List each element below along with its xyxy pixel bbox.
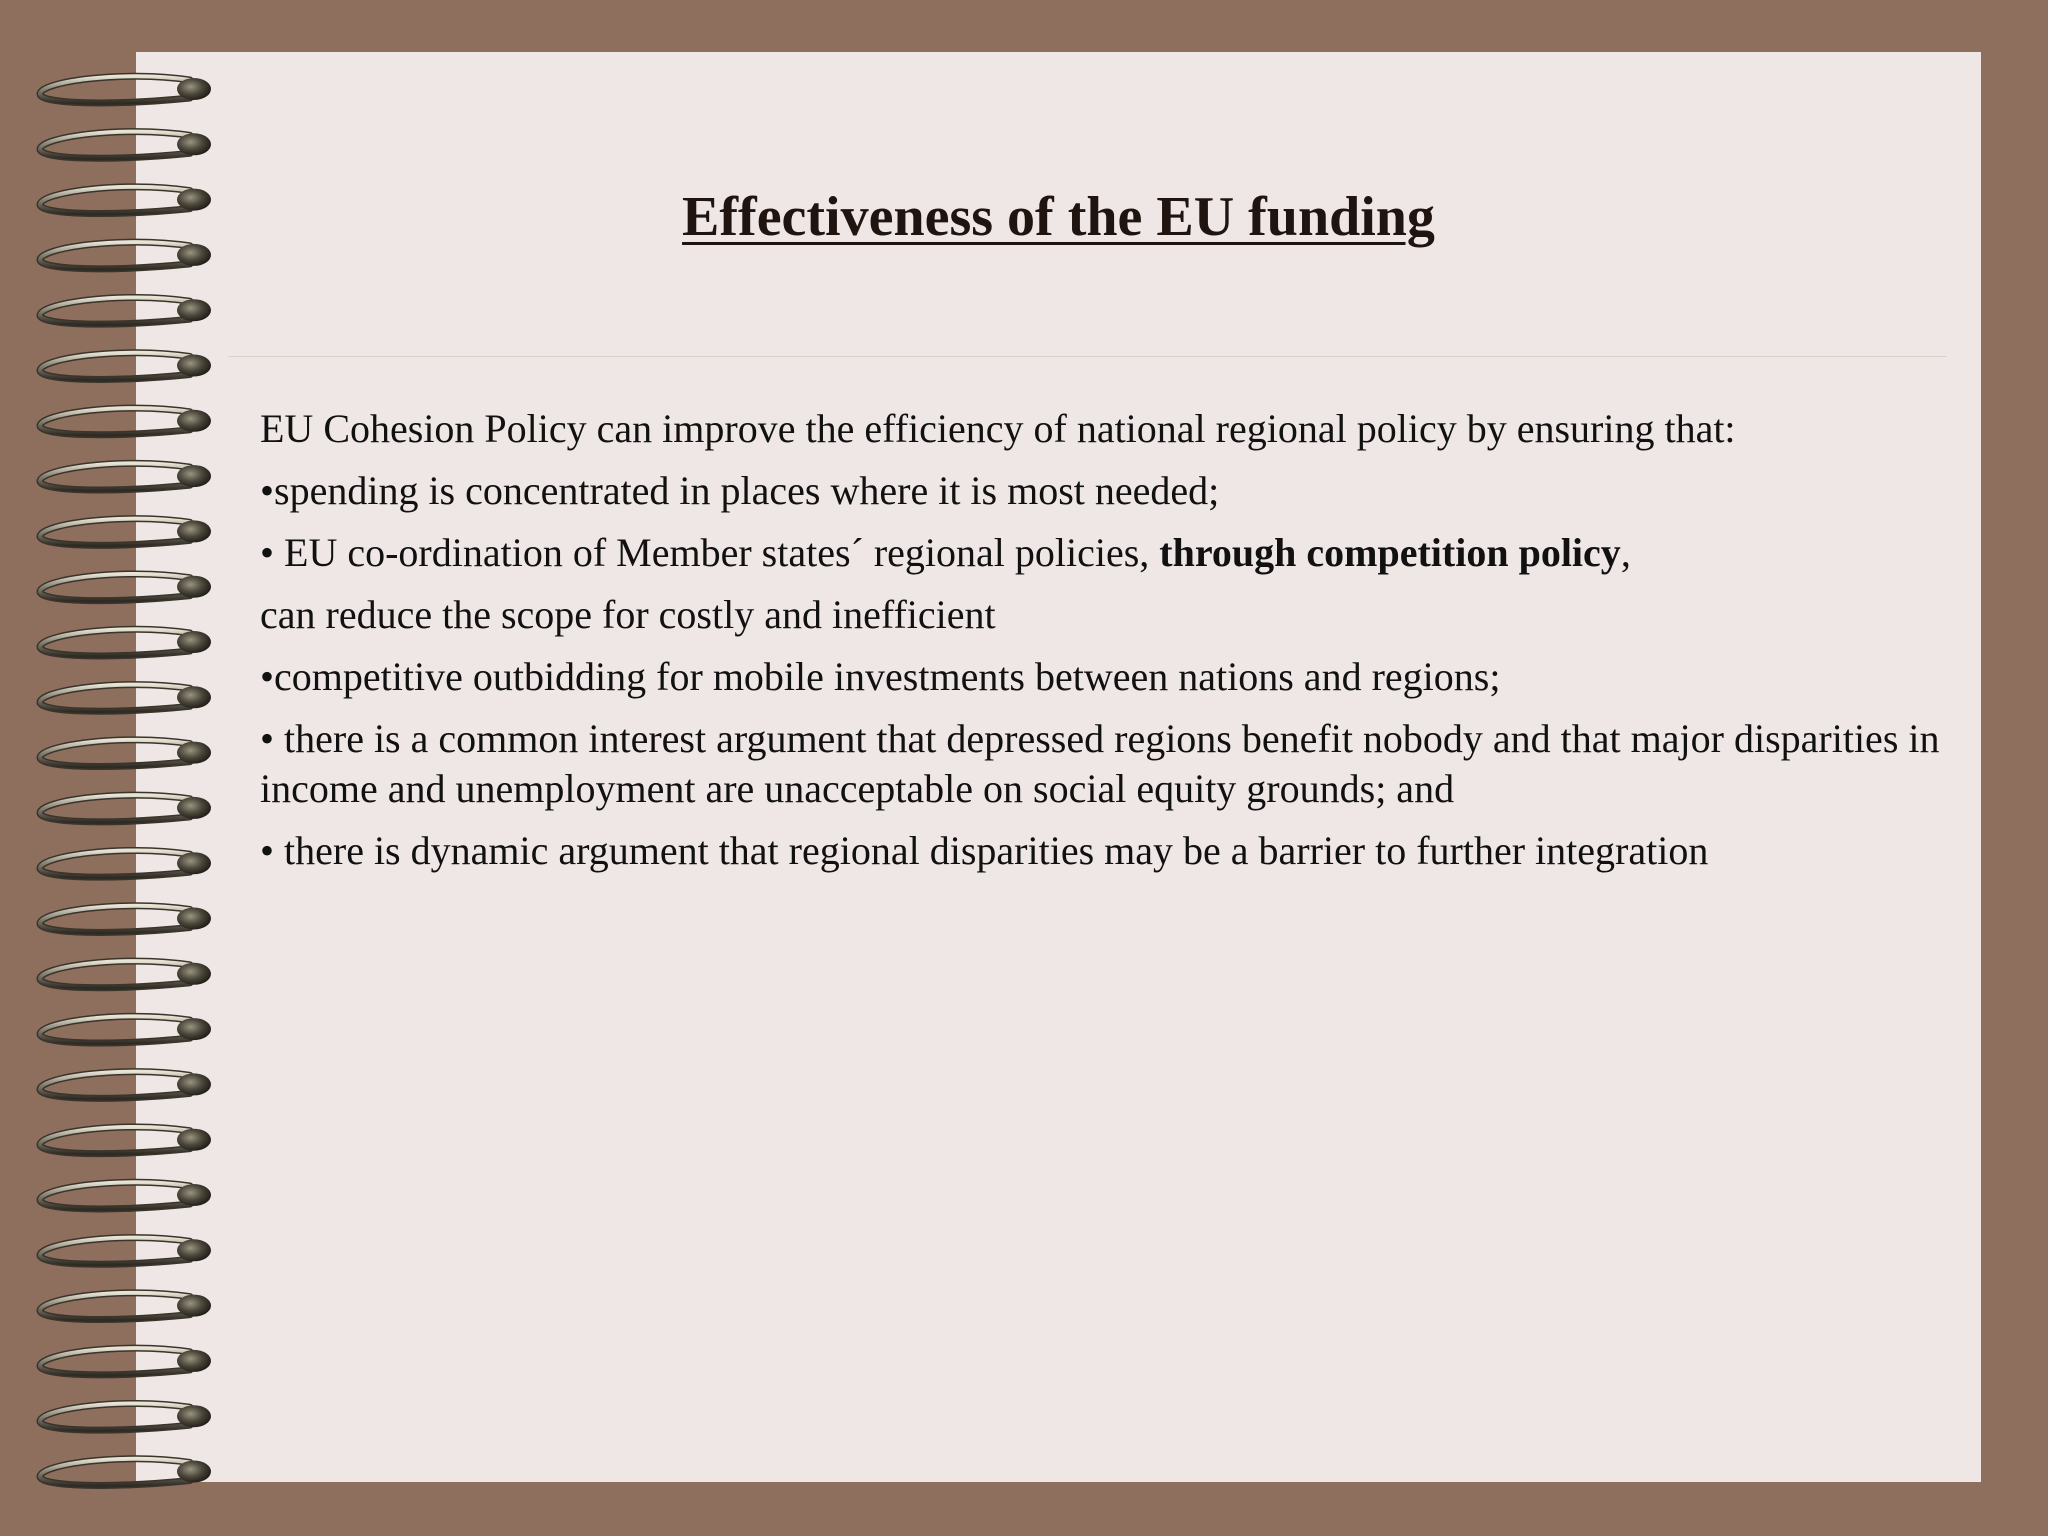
bullet-coordination-comma: ,	[1620, 530, 1631, 575]
binding-hole	[177, 355, 211, 377]
binding-hole	[177, 631, 211, 653]
binding-hole	[177, 742, 211, 764]
bullet-dynamic-argument: • there is dynamic argument that regional disparities may be a barrier to further integration	[260, 828, 1709, 873]
binding-hole	[177, 78, 211, 100]
bullet-coordination-text: • EU co-ordination of Member states´ regional policies,	[260, 530, 1160, 575]
bullet-coordination-emphasis: through competition policy	[1159, 530, 1621, 575]
binding-hole	[177, 133, 211, 155]
binding-hole	[177, 686, 211, 708]
binding-hole	[177, 963, 211, 985]
binding-hole	[177, 576, 211, 598]
slide-body	[260, 404, 1950, 888]
binding-hole	[177, 1129, 211, 1151]
binding-hole	[177, 1073, 211, 1095]
bullet-common-interest: • there is a common interest argument that depressed regions benefit nobody and that major disparities in income and unemployment are unacceptable on social equity grounds; and	[260, 716, 1940, 811]
binding-hole	[177, 1405, 211, 1427]
binding-hole	[177, 465, 211, 487]
intro-paragraph: EU Cohesion Policy can improve the efficiency of national regional policy by ensuring that:	[260, 406, 1736, 451]
binding-hole	[177, 520, 211, 542]
binding-hole	[177, 1239, 211, 1261]
binding-hole	[177, 1295, 211, 1317]
binding-hole	[177, 299, 211, 321]
bullet-spending: •spending is concentrated in places where it is most needed;	[260, 468, 1220, 513]
binding-hole	[177, 1461, 211, 1483]
binding-hole	[177, 852, 211, 874]
continuation-line: can reduce the scope for costly and inefficient	[260, 592, 996, 637]
slide-title: Effectiveness of the EU funding	[682, 186, 1435, 248]
bullet-outbidding: •competitive outbidding for mobile investments between nations and regions;	[260, 654, 1501, 699]
binding-hole	[177, 908, 211, 930]
binding-hole	[177, 410, 211, 432]
binding-hole	[177, 1018, 211, 1040]
binding-hole	[177, 797, 211, 819]
binding-hole	[177, 1350, 211, 1372]
binding-hole	[177, 1184, 211, 1206]
title-divider	[228, 356, 1946, 357]
bullet-coordination	[260, 528, 1950, 578]
